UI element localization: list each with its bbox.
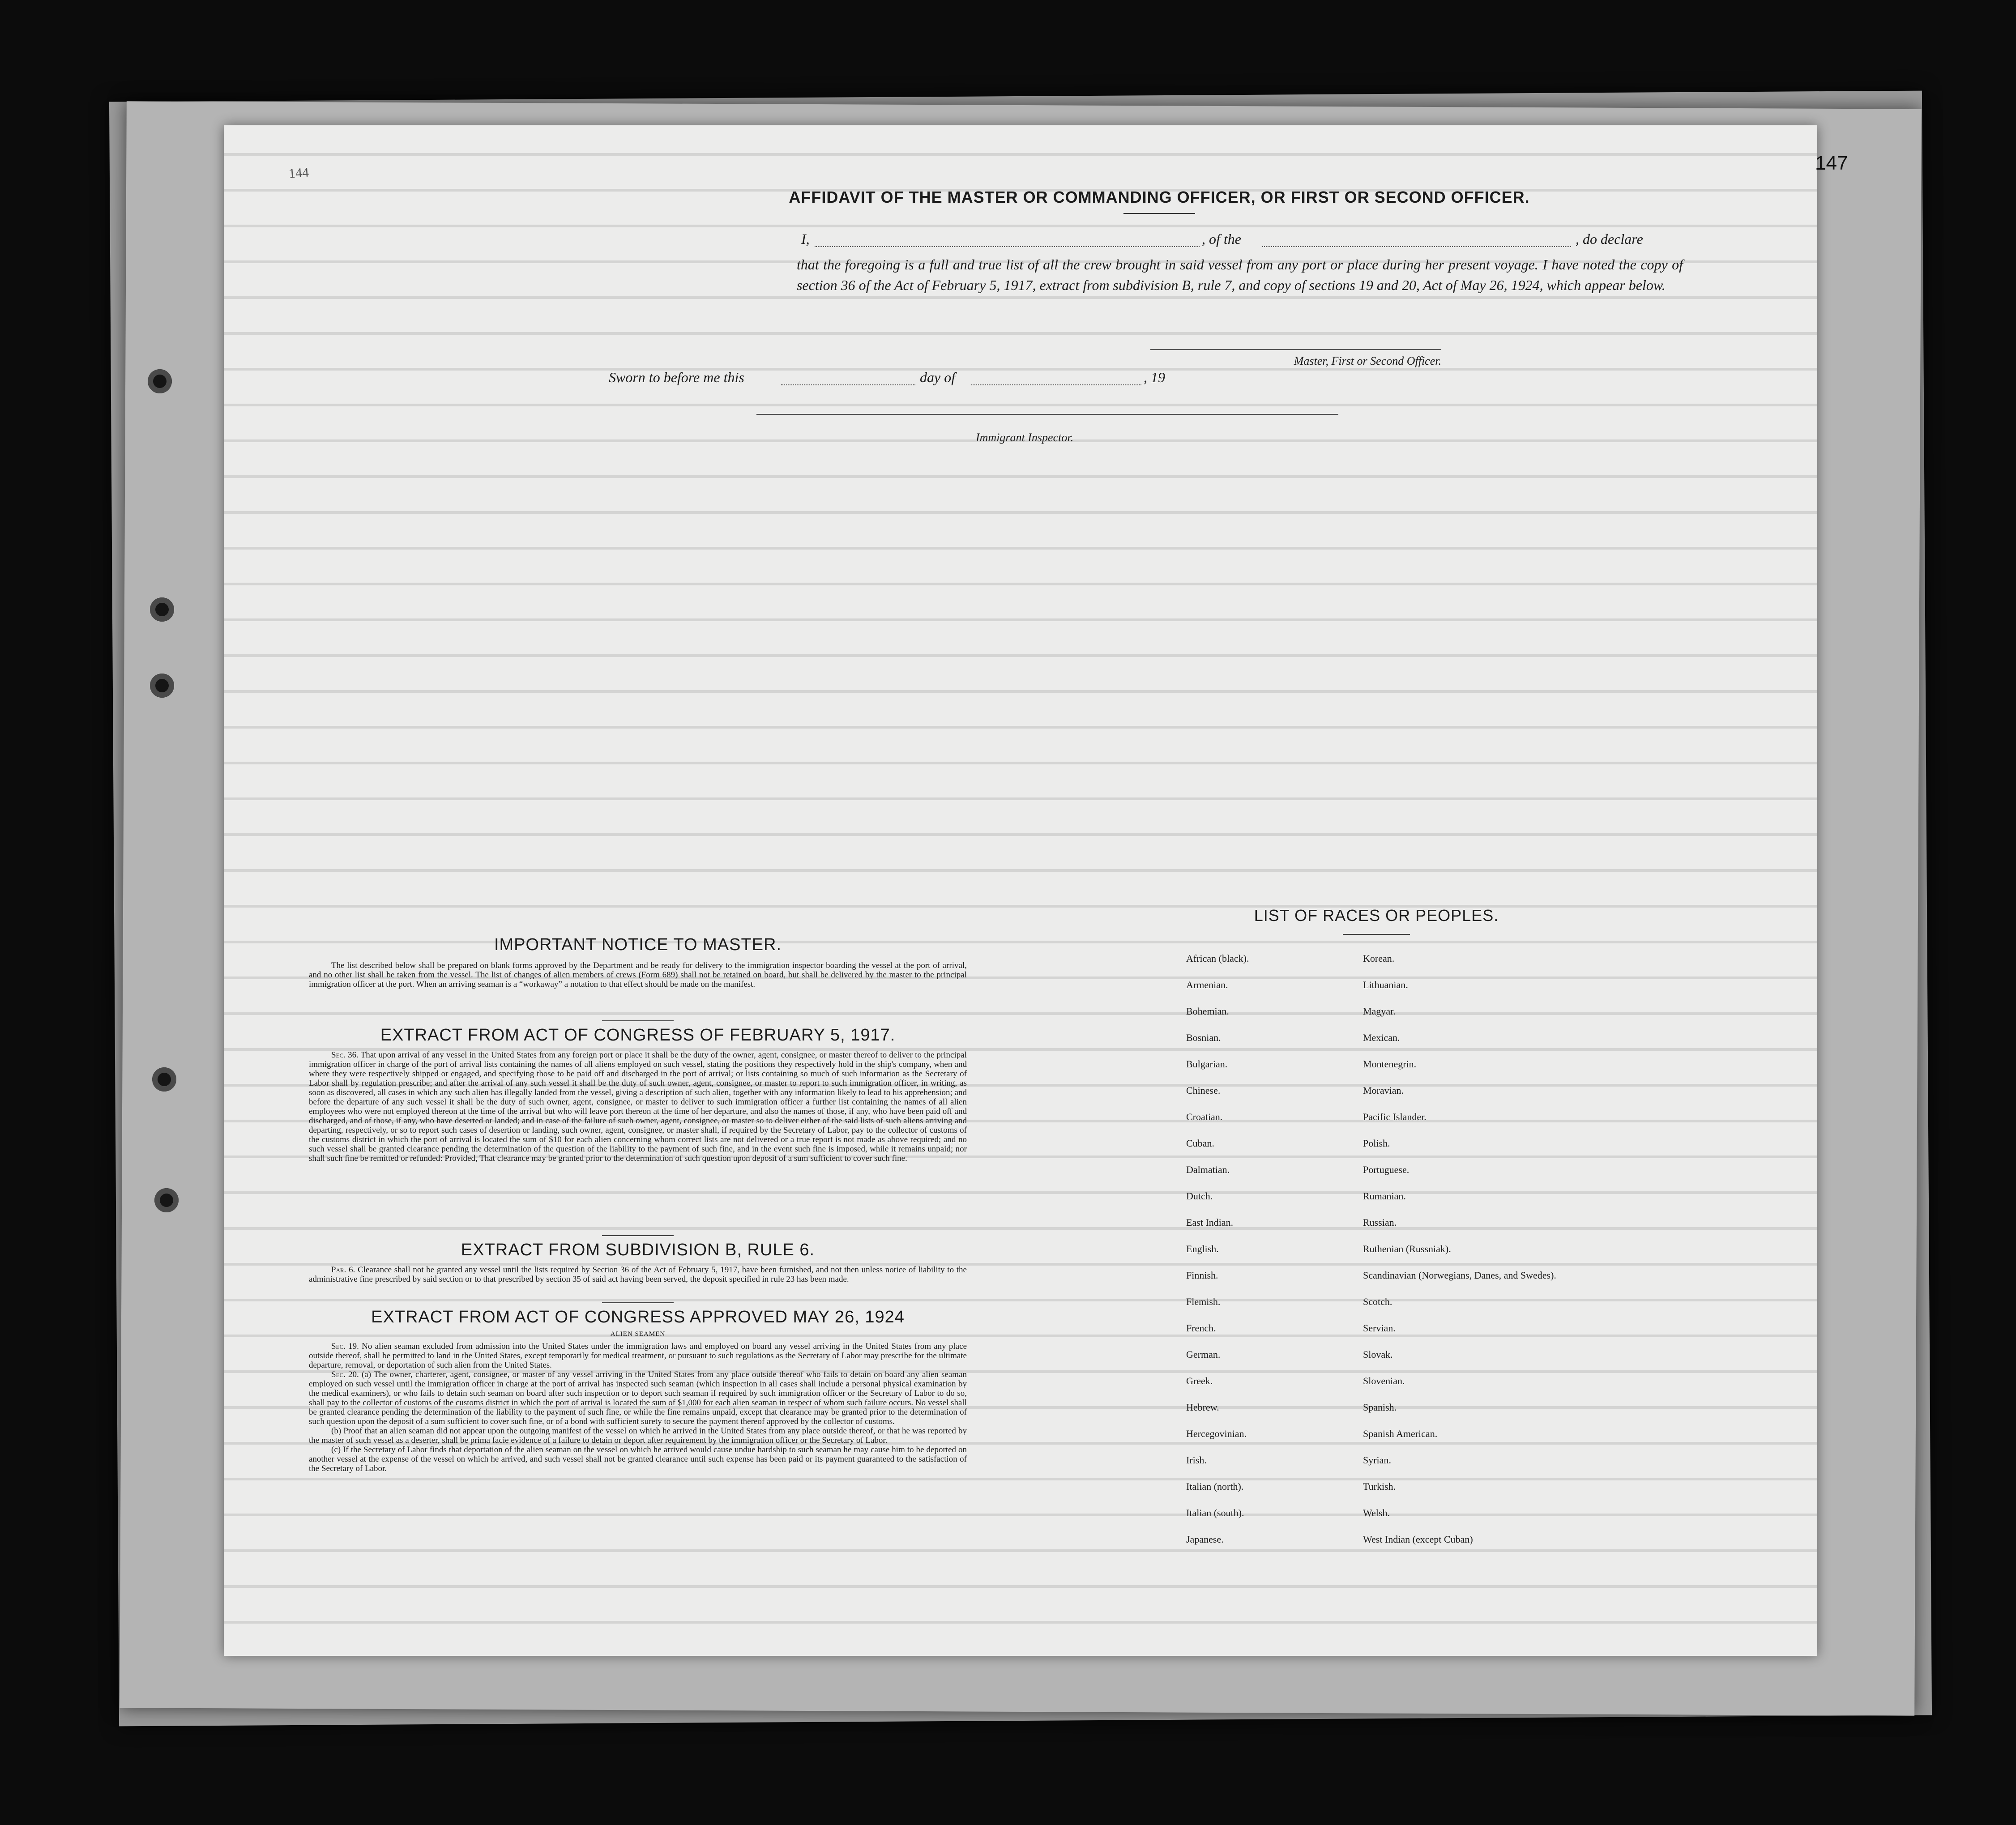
race-item: Servian.: [1363, 1322, 1396, 1334]
race-item: Irish.: [1186, 1454, 1207, 1466]
year-label: , 19: [1144, 369, 1165, 385]
race-item: African (black).: [1186, 953, 1249, 964]
race-item: West Indian (except Cuban): [1363, 1534, 1473, 1545]
race-item: Scandinavian (Norwegians, Danes, and Swedes).: [1363, 1270, 1556, 1281]
race-item: Slovak.: [1363, 1349, 1393, 1360]
sec-20c-text: (c) If the Secretary of Labor finds that deportation of the alien seaman on the vessel on which he arrived would cause undue hardship to such seaman he may cause him to be deported on another vessel at the expense of the vessel on which he arrived, and such vessel shall not be granted clearance until such expense has been paid or its payment guaranteed to the satisfaction of the Secretary of Labor.: [309, 1445, 967, 1473]
affidavit-title: AFFIDAVIT OF THE MASTER OR COMMANDING OFFICER, OR FIRST OR SECOND OFFICER.: [789, 188, 1530, 206]
race-item: Italian (south).: [1186, 1507, 1244, 1518]
race-item: Chinese.: [1186, 1085, 1221, 1096]
sworn-month-blank: [971, 384, 1141, 385]
vessel-blank: [1262, 246, 1571, 247]
affidavit-section: [636, 188, 1683, 295]
races-section: [1186, 906, 1567, 1560]
punch-hole: [152, 1067, 176, 1092]
sec-19-label: Sec. 19.: [331, 1342, 359, 1351]
extract-1917-text: [309, 1050, 967, 1163]
race-item: Armenian.: [1186, 979, 1228, 990]
extract-1917-title: EXTRACT FROM ACT OF CONGRESS OF FEBRUARY 5, 1917.: [380, 1026, 896, 1045]
notice-title: IMPORTANT NOTICE TO MASTER.: [494, 935, 782, 954]
race-item: Bosnian.: [1186, 1032, 1221, 1043]
extract-rule6-text: [309, 1265, 967, 1284]
punch-hole: [154, 1188, 179, 1212]
race-item: Scotch.: [1363, 1296, 1392, 1307]
race-item: Italian (north).: [1186, 1481, 1244, 1492]
race-item: Greek.: [1186, 1375, 1213, 1386]
punch-hole: [150, 674, 174, 698]
race-item: Montenegrin.: [1363, 1058, 1417, 1070]
race-item: Bulgarian.: [1186, 1058, 1228, 1070]
divider: [602, 1020, 674, 1021]
divider: [602, 1235, 674, 1236]
races-title: LIST OF RACES OR PEOPLES.: [1254, 906, 1499, 925]
race-item: Pacific Islander.: [1363, 1111, 1427, 1122]
punch-hole: [150, 597, 174, 622]
race-item: German.: [1186, 1349, 1221, 1360]
race-item: East Indian.: [1186, 1217, 1234, 1228]
race-item: Hercegovinian.: [1186, 1428, 1247, 1439]
notice-text: The list described below shall be prepared on blank forms approved by the Department and be ready for delivery to the immigration inspector boarding the vessel at the port of arrival, and no other list shall be taken from the vessel. The list of changes of alien members of crews (Form 689) shall not be retained on board, but shall be delivered by the master to the principal immigration officer at the port. When an arriving seaman is a “workaway” a notation to that effect should be made on the manifest.: [309, 961, 967, 989]
extract-1917-section: [309, 1020, 967, 1163]
divider: [602, 1302, 674, 1303]
page-number: 147: [1815, 152, 1848, 174]
par-6-label: Par. 6.: [331, 1265, 355, 1275]
day-of-label: day of: [920, 369, 956, 385]
do-declare-label: , do declare: [1576, 231, 1643, 247]
sec-20a-body: (a) The owner, charterer, agent, consignee, or master of any vessel arriving in the United States from any place outside thereof who fails to detain on board any alien seaman employed on such vessel until the immigration officer in charge at the port of arrival has inspected such seaman (which inspection in all cases shall include a personal physical examination by the medical examiners), or who fails to detain such seaman on board after such inspection or to deport such seaman if required by such immigration officer or the Secretary of Labor to do so, shall pay to the collector of customs of the customs district in which the port of arrival is located the sum of $1,000 for each alien seaman in respect of whom such failure occurs. No vessel shall be granted clearance pending the determination of the liability to the payment of such fine, or while the fine remains unpaid, except that clearance may be granted prior to the determination of such question upon the deposit of a sum sufficient to cover such fine, or of a bond with sufficient surety to secure the payment thereof approved by the collector of customs.: [309, 1370, 967, 1426]
race-item: Japanese.: [1186, 1534, 1224, 1545]
declaration-line: [636, 231, 1683, 252]
sec-19-text: [309, 1342, 967, 1370]
i-label: I,: [801, 231, 810, 247]
sec-19-body: No alien seaman excluded from admission into the United States under the immigration laws and employed on board any vessel arriving in the United States from any place outside thereof, shall be permitted to land in the United States, except temporarily for medical treatment, or pursuant to such regulations as the Secretary of Labor may prescribe for the ultimate departure, removal, or deportation of such alien from the United States.: [309, 1342, 967, 1370]
race-item: Lithuanian.: [1363, 979, 1408, 990]
race-item: French.: [1186, 1322, 1216, 1334]
stamp-mark: 144: [288, 165, 310, 181]
race-item: Slovenian.: [1363, 1375, 1405, 1386]
race-item: Moravian.: [1363, 1085, 1404, 1096]
extract-rule6-section: [309, 1235, 967, 1284]
race-item: Russian.: [1363, 1217, 1397, 1228]
race-item: English.: [1186, 1243, 1219, 1254]
sec-36-label: Sec. 36.: [331, 1050, 359, 1060]
divider: [1123, 213, 1195, 214]
sworn-label: Sworn to before me this: [609, 369, 744, 385]
divider: [1343, 934, 1410, 935]
race-item: Croatian.: [1186, 1111, 1223, 1122]
race-item: Finnish.: [1186, 1270, 1218, 1281]
race-item: Korean.: [1363, 953, 1395, 964]
race-item: Turkish.: [1363, 1481, 1396, 1492]
race-item: Rumanian.: [1363, 1190, 1406, 1202]
punch-hole: [148, 369, 172, 393]
notice-section: [309, 935, 967, 989]
race-item: Dutch.: [1186, 1190, 1213, 1202]
race-item: Spanish American.: [1363, 1428, 1438, 1439]
par-6-text: Clearance shall not be granted any vessel until the lists required by Section 36 of the Act of February 5, 1917, have been furnished, and not then unless notice of liability to the administrative fine prescribed by said section or to that prescribed by section 35 of said act having been served, the deposit specified in rule 23 has been made.: [309, 1265, 967, 1284]
race-item: Flemish.: [1186, 1296, 1221, 1307]
races-grid: [1186, 953, 1567, 1560]
extract-1924-title: EXTRACT FROM ACT OF CONGRESS APPROVED MAY 26, 1924: [371, 1308, 905, 1326]
extract-rule6-title: EXTRACT FROM SUBDIVISION B, RULE 6.: [461, 1241, 815, 1259]
affidavit-body: that the foregoing is a full and true list of all the crew brought in said vessel from any port or place during her present voyage. I have noted the copy of section 36 of the Act of February 5, 1917, extract from subdivision B, rule 7, and copy of sections 19 and 20, Act of May 26, 1924, which appear below.: [797, 256, 1683, 293]
race-item: Dalmatian.: [1186, 1164, 1230, 1175]
inspector-label: Immigrant Inspector.: [976, 431, 1074, 444]
inspector-signature-line: [756, 414, 1338, 415]
race-item: Magyar.: [1363, 1006, 1396, 1017]
race-item: Welsh.: [1363, 1507, 1390, 1518]
race-item: Syrian.: [1363, 1454, 1391, 1466]
extract-1924-section: [309, 1302, 967, 1473]
sec-36-text: That upon arrival of any vessel in the United States from any foreign port or place it shall be the duty of the owner, agent, consignee, or master thereof to deliver to the principal immigration officer in charge of the port of arrival lists containing the names of all aliens employed on such vessel, stating the positions they respectively hold in the ship's company, when and where they were respectively shipped or engaged, and specifying those to be paid off and discharged in the port of arrival; or lists containing so much of such information as the Secretary of Labor shall by regulation prescribe; and after the arrival of any such vessel it shall be the duty of such owner, agent, consignee, or master to report to such immigration officer, in writing, as soon as discovered, all cases in which any such alien has illegally landed from the vessel, giving a description of such alien, together with any information likely to lead to his apprehension; and before the departure of any such vessel it shall be the duty of such owner, agent, consignee, or master to deliver to such immigration officer a further list containing the names of all alien employees who were not employed thereon at the time of the arrival but who will leave port thereon at the time of her departure, and also the names of those, if any, who have been paid off and discharged, and of those, if any, who have deserted or landed; and in case of the failure of such owner, agent, consignee, or master so to deliver either of the said lists of such aliens arriving and departing, respectively, or so to report such cases of desertion or landing, such owner, agent, consignee, or master shall, if required by the Secretary of Labor, pay to the collector of customs of the customs district in which the port of arrival is located the sum of $10 for each alien concerning whom correct lists are not delivered or a true report is not made as above required; and no such vessel shall be granted clearance pending the determination of the question of the liability to the payment of such fine, and in the event such fine is imposed, while it remains unpaid; nor shall such fine be remitted or refunded: Provided, That clearance may be granted prior to the determination of such question upon deposit of a sum sufficient to cover such fine.: [309, 1050, 967, 1163]
race-item: Spanish.: [1363, 1402, 1397, 1413]
master-signature-line: Master, First or Second Officer.: [1150, 349, 1441, 368]
race-item: Bohemian.: [1186, 1006, 1229, 1017]
sec-20-label: Sec. 20.: [331, 1370, 359, 1379]
race-item: Mexican.: [1363, 1032, 1400, 1043]
race-item: Cuban.: [1186, 1138, 1214, 1149]
sec-20a-text: [309, 1370, 967, 1426]
name-blank: [815, 246, 1200, 247]
of-the-label: , of the: [1202, 231, 1241, 247]
sworn-day-blank: [781, 384, 915, 385]
race-item: Ruthenian (Russniak).: [1363, 1243, 1451, 1254]
race-item: Portuguese.: [1363, 1164, 1409, 1175]
document-page: [224, 125, 1817, 1656]
sec-20b-text: (b) Proof that an alien seaman did not appear upon the outgoing manifest of the vessel on which he arrived in the United States from any place outside thereof, or that he was reported by the master of such vessel as a deserter, shall be prima facie evidence of a failure to detain or deport after requirement by the immigration officer or the Secretary of Labor.: [309, 1426, 967, 1445]
race-item: Polish.: [1363, 1138, 1390, 1149]
race-item: Hebrew.: [1186, 1402, 1219, 1413]
alien-seamen-subtitle: ALIEN SEAMEN: [610, 1330, 666, 1338]
